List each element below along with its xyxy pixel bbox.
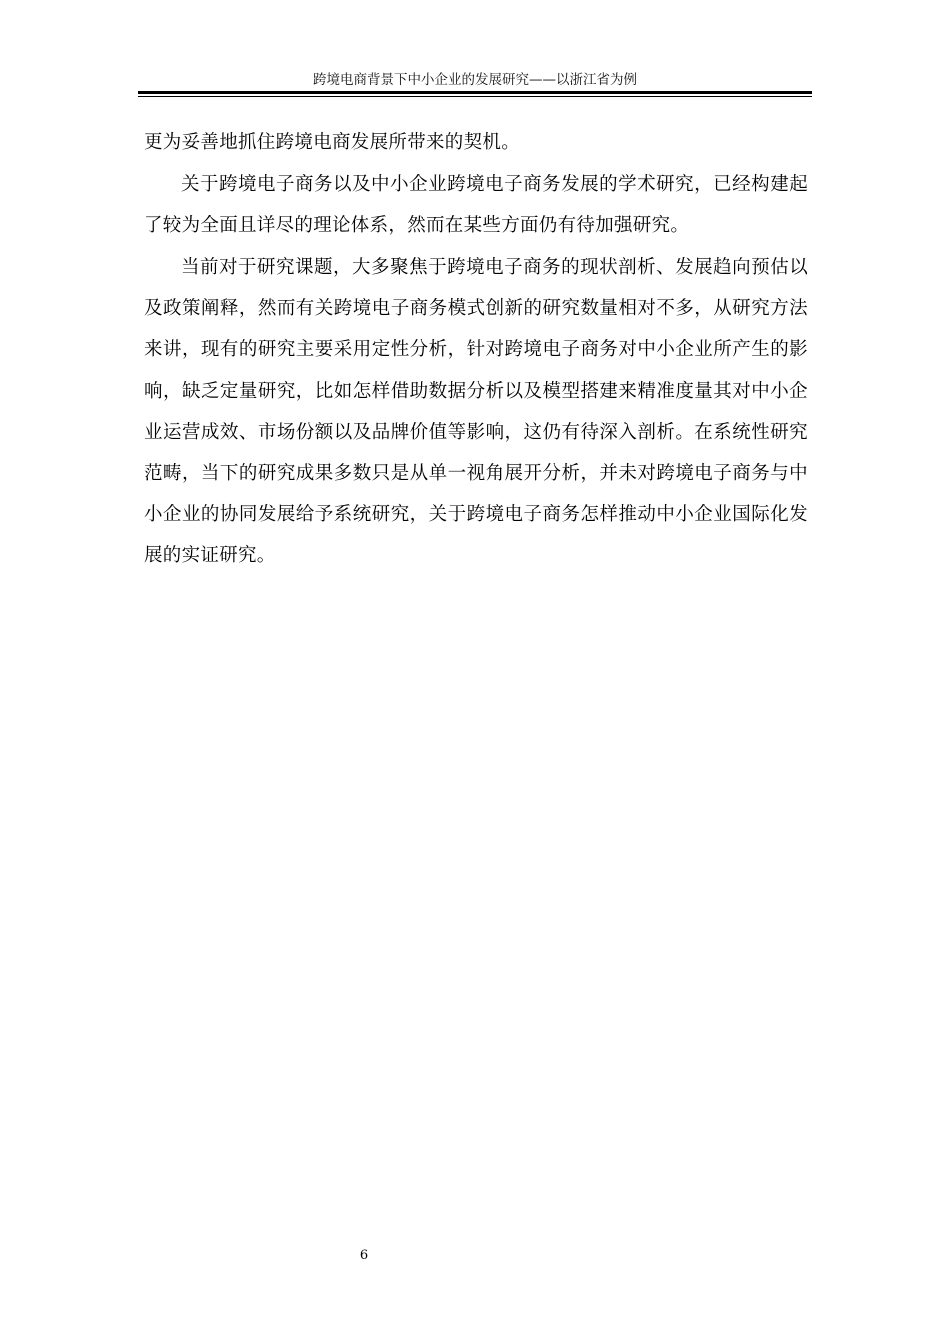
header-rule-thin [138,96,812,97]
header-rule-thick [138,91,812,94]
paragraph-continuation: 更为妥善地抓住跨境电商发展所带来的契机。 [144,132,521,153]
running-header: 跨境电商背景下中小企业的发展研究——以浙江省为例 [313,72,637,88]
paragraph: 关于跨境电子商务以及中小企业跨境电子商务发展的学术研究，已经构建起了较为全面且详尽的理论体系，然而在某些方面仍有待加强研究。 [144,174,808,237]
body-text [144,122,808,577]
page-number: 6 [359,1248,369,1263]
paragraph: 当前对于研究课题，大多聚焦于跨境电子商务的现状剖析、发展趋向预估以及政策阐释，然而有关跨境电子商务模式创新的研究数量相对不多，从研究方法来讲，现有的研究主要采用定性分析，针对跨境电子商务对中小企业所产生的影响，缺乏定量研究，比如怎样借助数据分析以及模型搭建来精准度量其对中小企业运营成效、市场份额以及品牌价值等影响，这仍有待深入剖析。在系统性研究范畴，当下的研究成果多数只是从单一视角展开分析，并未对跨境电子商务与中小企业的协同发展给予系统研究，关于跨境电子商务怎样推动中小企业国际化发展的实证研究。 [144,257,808,566]
